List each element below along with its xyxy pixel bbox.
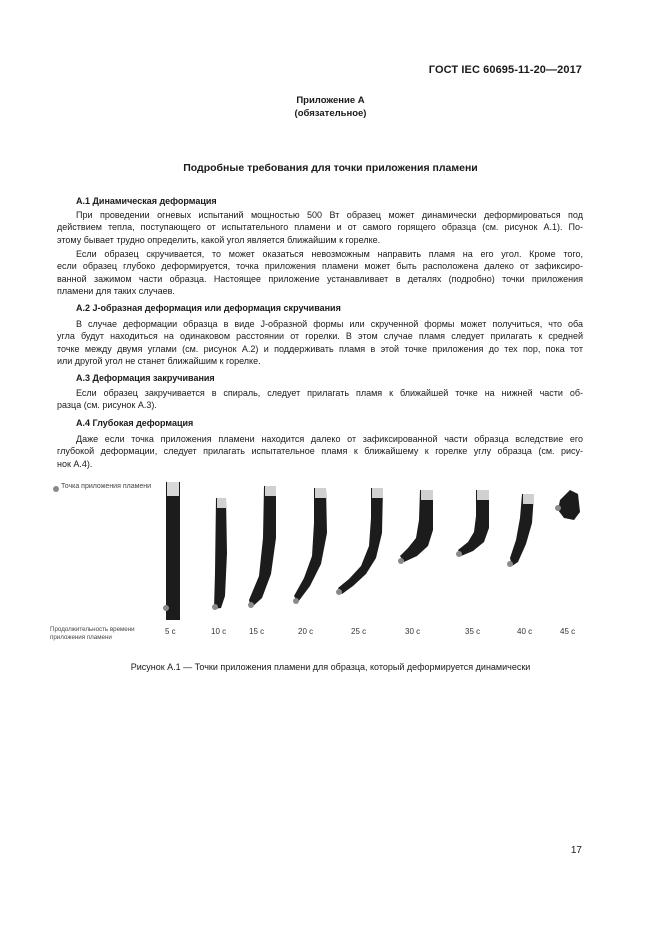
sample-45s	[555, 490, 580, 520]
deformation-samples	[40, 478, 600, 626]
flame-point-icon	[398, 558, 404, 564]
text-line: При проведении огневых испытаний мощностью 500 Вт образец может динамически деформироваться под	[76, 210, 583, 220]
time-tick: 35 с	[465, 627, 481, 636]
section-heading-a4: А.4 Глубокая деформация	[76, 418, 194, 428]
text-line: ванной зажимом части образца. Настоящее приложение устанавливает в деталях (подробно) точки приложения	[57, 273, 583, 284]
text-line: Если образец скручивается, то может оказаться невозможным направить пламя на его угол. Кроме того,	[76, 249, 583, 259]
text-line: угла будут находиться на одинаковом расстоянии от горелки. В этом случае пламя следует прилагать к средней	[57, 331, 583, 342]
time-tick: 15 с	[249, 627, 265, 636]
flame-point-icon	[163, 605, 169, 611]
time-axis-label	[50, 626, 135, 641]
paragraph-a4-1	[57, 433, 583, 470]
sample-20s	[293, 488, 327, 604]
flame-point-icon	[336, 589, 342, 595]
paragraph-a2-1	[57, 318, 583, 368]
paragraph-a1-1	[57, 209, 583, 246]
flame-point-icon	[212, 604, 218, 610]
text-line: разца (см. рисунок А.3).	[57, 400, 157, 411]
text-line: глубокой деформации, следует прилагать испытательное пламя к ближайшему к горелке углу образца (см. рису-	[57, 446, 583, 457]
flame-point-icon	[456, 551, 462, 557]
time-tick: 25 с	[351, 627, 367, 636]
text-line: если образец глубоко деформируется, точка приложения пламени может быть расположена далеко от зафиксиро-	[57, 261, 583, 272]
time-tick: 5 с	[165, 627, 176, 636]
time-tick: 10 с	[211, 627, 227, 636]
sample-40s	[507, 494, 534, 567]
paragraph-a1-2	[57, 248, 583, 298]
time-tick: 40 с	[517, 627, 533, 636]
section-heading-a1: А.1 Динамическая деформация	[76, 196, 217, 206]
paragraph-a3-1	[57, 387, 583, 412]
legend-label: Точка приложения пламени	[61, 483, 152, 490]
figure-caption: Рисунок А.1 — Точки приложения пламени для образца, который деформируется динамически	[130, 662, 531, 672]
text-line: точке между двумя углами (см. рисунок А.2) и поддерживать пламя в этой точке приложения до тех пор, пока тот	[57, 343, 583, 354]
text-line: этому бывает трудно определить, какой угол является ближайшим к горелке.	[57, 234, 381, 245]
sample-25s	[336, 488, 383, 595]
annex-title: Приложение А	[296, 95, 365, 106]
time-tick: 20 с	[298, 627, 314, 636]
section-heading-a2: А.2 J-образная деформация или деформация скручивания	[76, 303, 341, 313]
standard-header: ГОСТ IEC 60695-11-20—2017	[428, 64, 582, 76]
time-axis-label-line: Продолжительность времени	[50, 626, 135, 633]
annex-status: (обязательное)	[294, 108, 367, 119]
page-number: 17	[570, 845, 582, 856]
document-title: Подробные требования для точки приложения пламени	[183, 162, 478, 174]
time-tick: 45 с	[560, 627, 576, 636]
sample-10s	[212, 498, 227, 610]
text-line: Даже если точка приложения пламени находится далеко от зафиксированной части образца вследствие его	[76, 434, 583, 444]
text-line: или другой угол не станет ближайшим к горелке.	[57, 356, 261, 367]
sample-35s	[456, 490, 489, 557]
text-line: пламени для таких случаев.	[57, 286, 175, 297]
section-heading-a3: А.3 Деформация закручивания	[76, 373, 215, 383]
time-tick: 30 с	[405, 627, 421, 636]
sample-30s	[398, 490, 433, 564]
text-line: В случае деформации образца в виде J-образной формы или скрученной формы может получиться, что оба	[76, 319, 583, 329]
text-line: нок А.4).	[57, 458, 93, 469]
flame-point-icon	[293, 598, 299, 604]
flame-point-icon	[507, 561, 513, 567]
figure-a1	[40, 478, 600, 648]
text-line: действием тепла, поступающего от испытательного пламени и от самого горящего образца (см. рисунок А.1). По-	[57, 222, 583, 233]
time-axis-label-line: приложения пламени	[50, 633, 112, 641]
text-line: Если образец закручивается в спираль, следует прилагать пламя к ближайшей точке на нижней части об-	[76, 388, 583, 398]
flame-point-icon	[248, 602, 254, 608]
sample-15s	[248, 486, 276, 608]
flame-point-icon	[555, 505, 561, 511]
sample-5s	[163, 482, 180, 620]
